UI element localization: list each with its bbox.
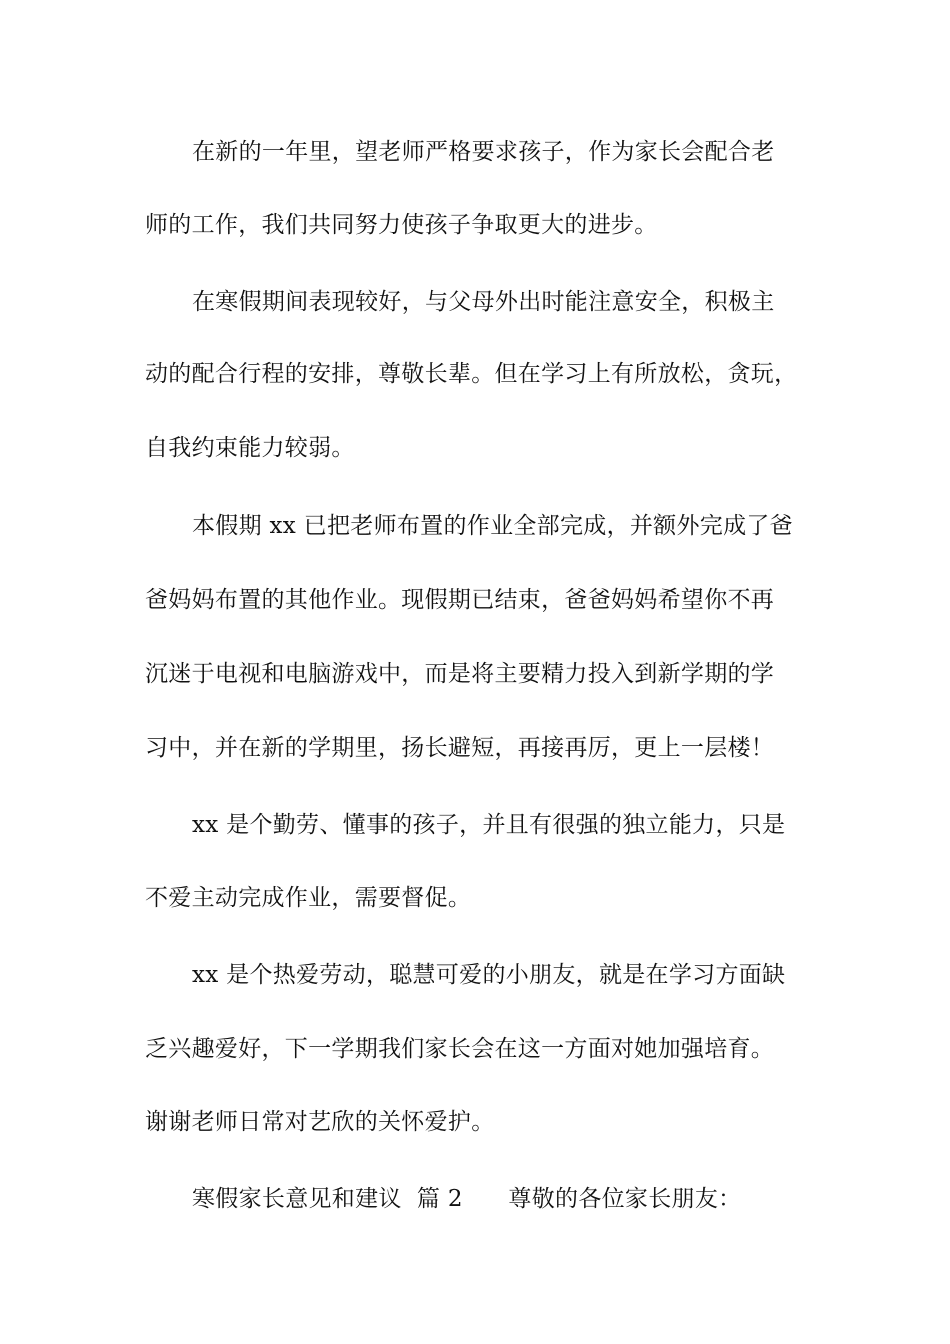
- paragraph-line: 在新的一年里，望老师严格要求孩子，作为家长会配合老: [192, 139, 775, 165]
- paragraph-line: 动的配合行程的安排，尊敬长辈。但在学习上有所放松，贪玩，: [145, 361, 798, 387]
- paragraph-line: xx 是个勤劳、懂事的孩子，并且有很强的独立能力，只是: [192, 812, 786, 838]
- paragraph-line: 谢谢老师日常对艺欣的关怀爱护。: [145, 1109, 495, 1135]
- paragraph-line: 师的工作，我们共同努力使孩子争取更大的进步。: [145, 212, 658, 238]
- paragraph-line: 在寒假期间表现较好，与父母外出时能注意安全，积极主: [192, 289, 775, 315]
- paragraph-line: 爸妈妈布置的其他作业。现假期已结束，爸爸妈妈希望你不再: [145, 587, 775, 613]
- paragraph-line: 不爱主动完成作业，需要督促。: [145, 885, 472, 911]
- paragraph-line: xx 是个热爱劳动，聪慧可爱的小朋友，就是在学习方面缺: [192, 962, 786, 988]
- paragraph-line: 习中，并在新的学期里，扬长避短，再接再厉，更上一层楼！: [145, 735, 775, 761]
- paragraph-line: 自我约束能力较弱。: [145, 435, 355, 461]
- section-heading-line: 寒假家长意见和建议 篇 2 尊敬的各位家长朋友：: [192, 1186, 742, 1212]
- paragraph-line: 乏兴趣爱好，下一学期我们家长会在这一方面对她加强培育。: [145, 1036, 775, 1062]
- paragraph-line: 沉迷于电视和电脑游戏中，而是将主要精力投入到新学期的学: [145, 661, 775, 687]
- paragraph-line: 本假期 xx 已把老师布置的作业全部完成，并额外完成了爸: [192, 513, 793, 539]
